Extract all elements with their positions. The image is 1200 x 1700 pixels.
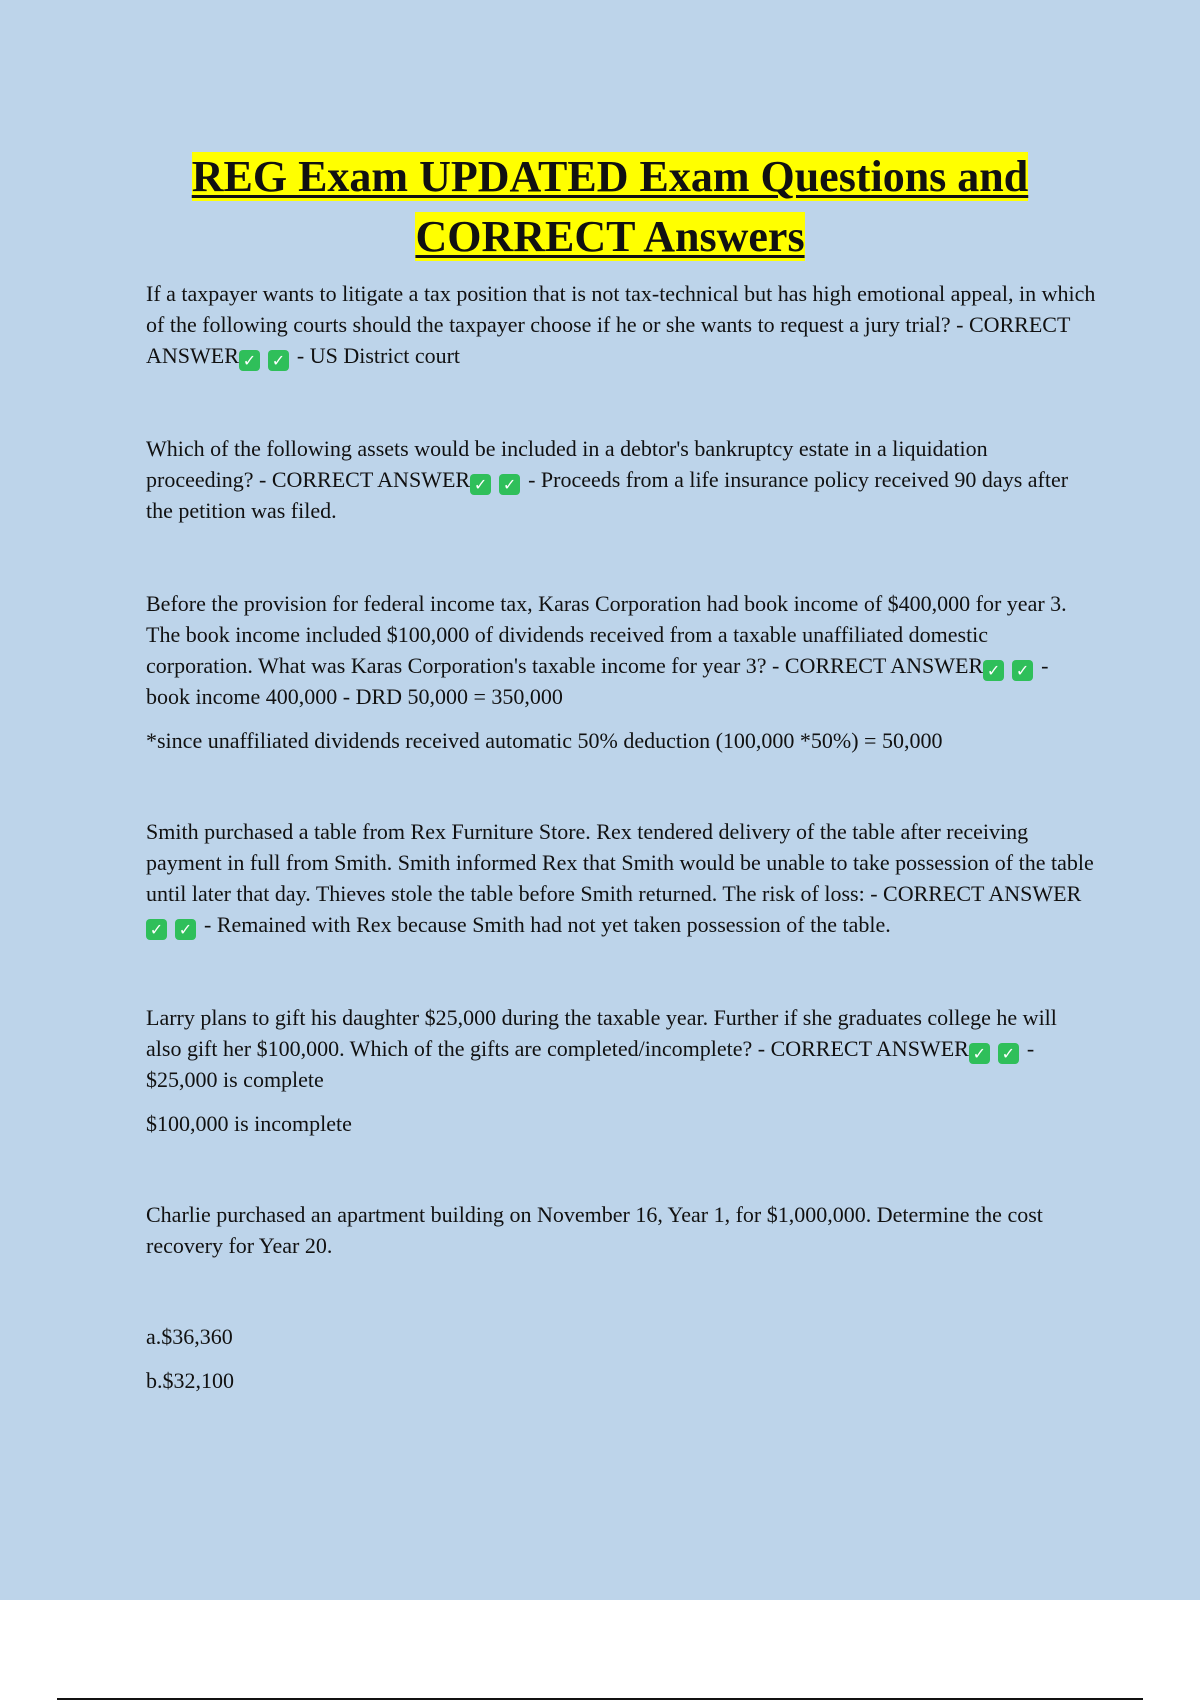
check-mark-icon: ✓ xyxy=(175,919,196,940)
question-text: Which of the following assets would be included in a debtor's bankruptcy estate in a liquidation proceeding? - CORRECT ANSWER xyxy=(146,436,988,492)
check-mark-icon: ✓ xyxy=(146,919,167,940)
check-mark-icon: ✓ xyxy=(499,474,520,495)
check-mark-icon: ✓ xyxy=(983,660,1004,681)
spacer xyxy=(146,526,1096,588)
question-text: Smith purchased a table from Rex Furniture Store. Rex tendered delivery of the table after receiving payment in full from Smith. Smith informed Rex that Smith would be unable to take possession of the table until later that day. Thieves stole the table before Smith returned. The risk of loss: - CORRECT ANSWER xyxy=(146,819,1094,906)
qa-item-5 xyxy=(146,1002,1096,1095)
question-text: Before the provision for federal income tax, Karas Corporation had book income of $400,000 for year 3. The book income included $100,000 of dividends received from a taxable unaffiliated domestic corporation. What was Karas Corporation's taxable income for year 3? - CORRECT ANSWER xyxy=(146,591,1067,678)
question-text: Charlie purchased an apartment building on November 16, Year 1, for $1,000,000. Determine the cost recovery for Year 20. xyxy=(146,1202,1043,1258)
question-list xyxy=(146,278,1096,1396)
spacer xyxy=(146,1261,1096,1321)
qa-item-1 xyxy=(146,278,1096,371)
spacer xyxy=(146,940,1096,1002)
spacer xyxy=(146,371,1096,433)
question-text: If a taxpayer wants to litigate a tax position that is not tax-technical but has high emotional appeal, in which of the following courts should the taxpayer choose if he or she wants to request a jury trial? - CORRECT ANSWER xyxy=(146,281,1096,368)
check-mark-icon: ✓ xyxy=(268,350,289,371)
qa-item-6 xyxy=(146,1199,1096,1261)
option-a: a.$36,360 xyxy=(146,1324,233,1349)
qa-item-3 xyxy=(146,588,1096,712)
option-b: b.$32,100 xyxy=(146,1368,234,1393)
title-line-1: REG Exam UPDATED Exam Questions and xyxy=(191,152,1029,201)
answer-note: *since unaffiliated dividends received automatic 50% deduction (100,000 *50%) = 50,000 xyxy=(146,728,943,753)
check-mark-icon: ✓ xyxy=(470,474,491,495)
answer-note: $100,000 is incomplete xyxy=(146,1111,352,1136)
answer-text: - $25,000 is complete xyxy=(146,1036,1035,1092)
check-mark-icon: ✓ xyxy=(1012,660,1033,681)
spacer xyxy=(146,756,1096,816)
page-title xyxy=(140,147,1080,267)
qa-item-2 xyxy=(146,433,1096,526)
answer-text: - Proceeds from a life insurance policy received 90 days after the petition was filed. xyxy=(146,467,1069,523)
spacer xyxy=(146,1139,1096,1199)
check-mark-icon: ✓ xyxy=(239,350,260,371)
check-mark-icon: ✓ xyxy=(998,1043,1019,1064)
answer-text: - Remained with Rex because Smith had not yet taken possession of the table. xyxy=(204,912,891,937)
answer-text: - book income 400,000 - DRD 50,000 = 350,000 xyxy=(146,653,1049,709)
question-text: Larry plans to gift his daughter $25,000 during the taxable year. Further if she graduates college he will also gift her $100,000. Which of the gifts are completed/incomplete? - CORRECT ANSWER xyxy=(146,1005,1057,1061)
qa-item-4 xyxy=(146,816,1096,940)
title-line-2: CORRECT Answers xyxy=(415,212,805,261)
answer-text: - US District court xyxy=(296,343,461,368)
check-mark-icon: ✓ xyxy=(969,1043,990,1064)
